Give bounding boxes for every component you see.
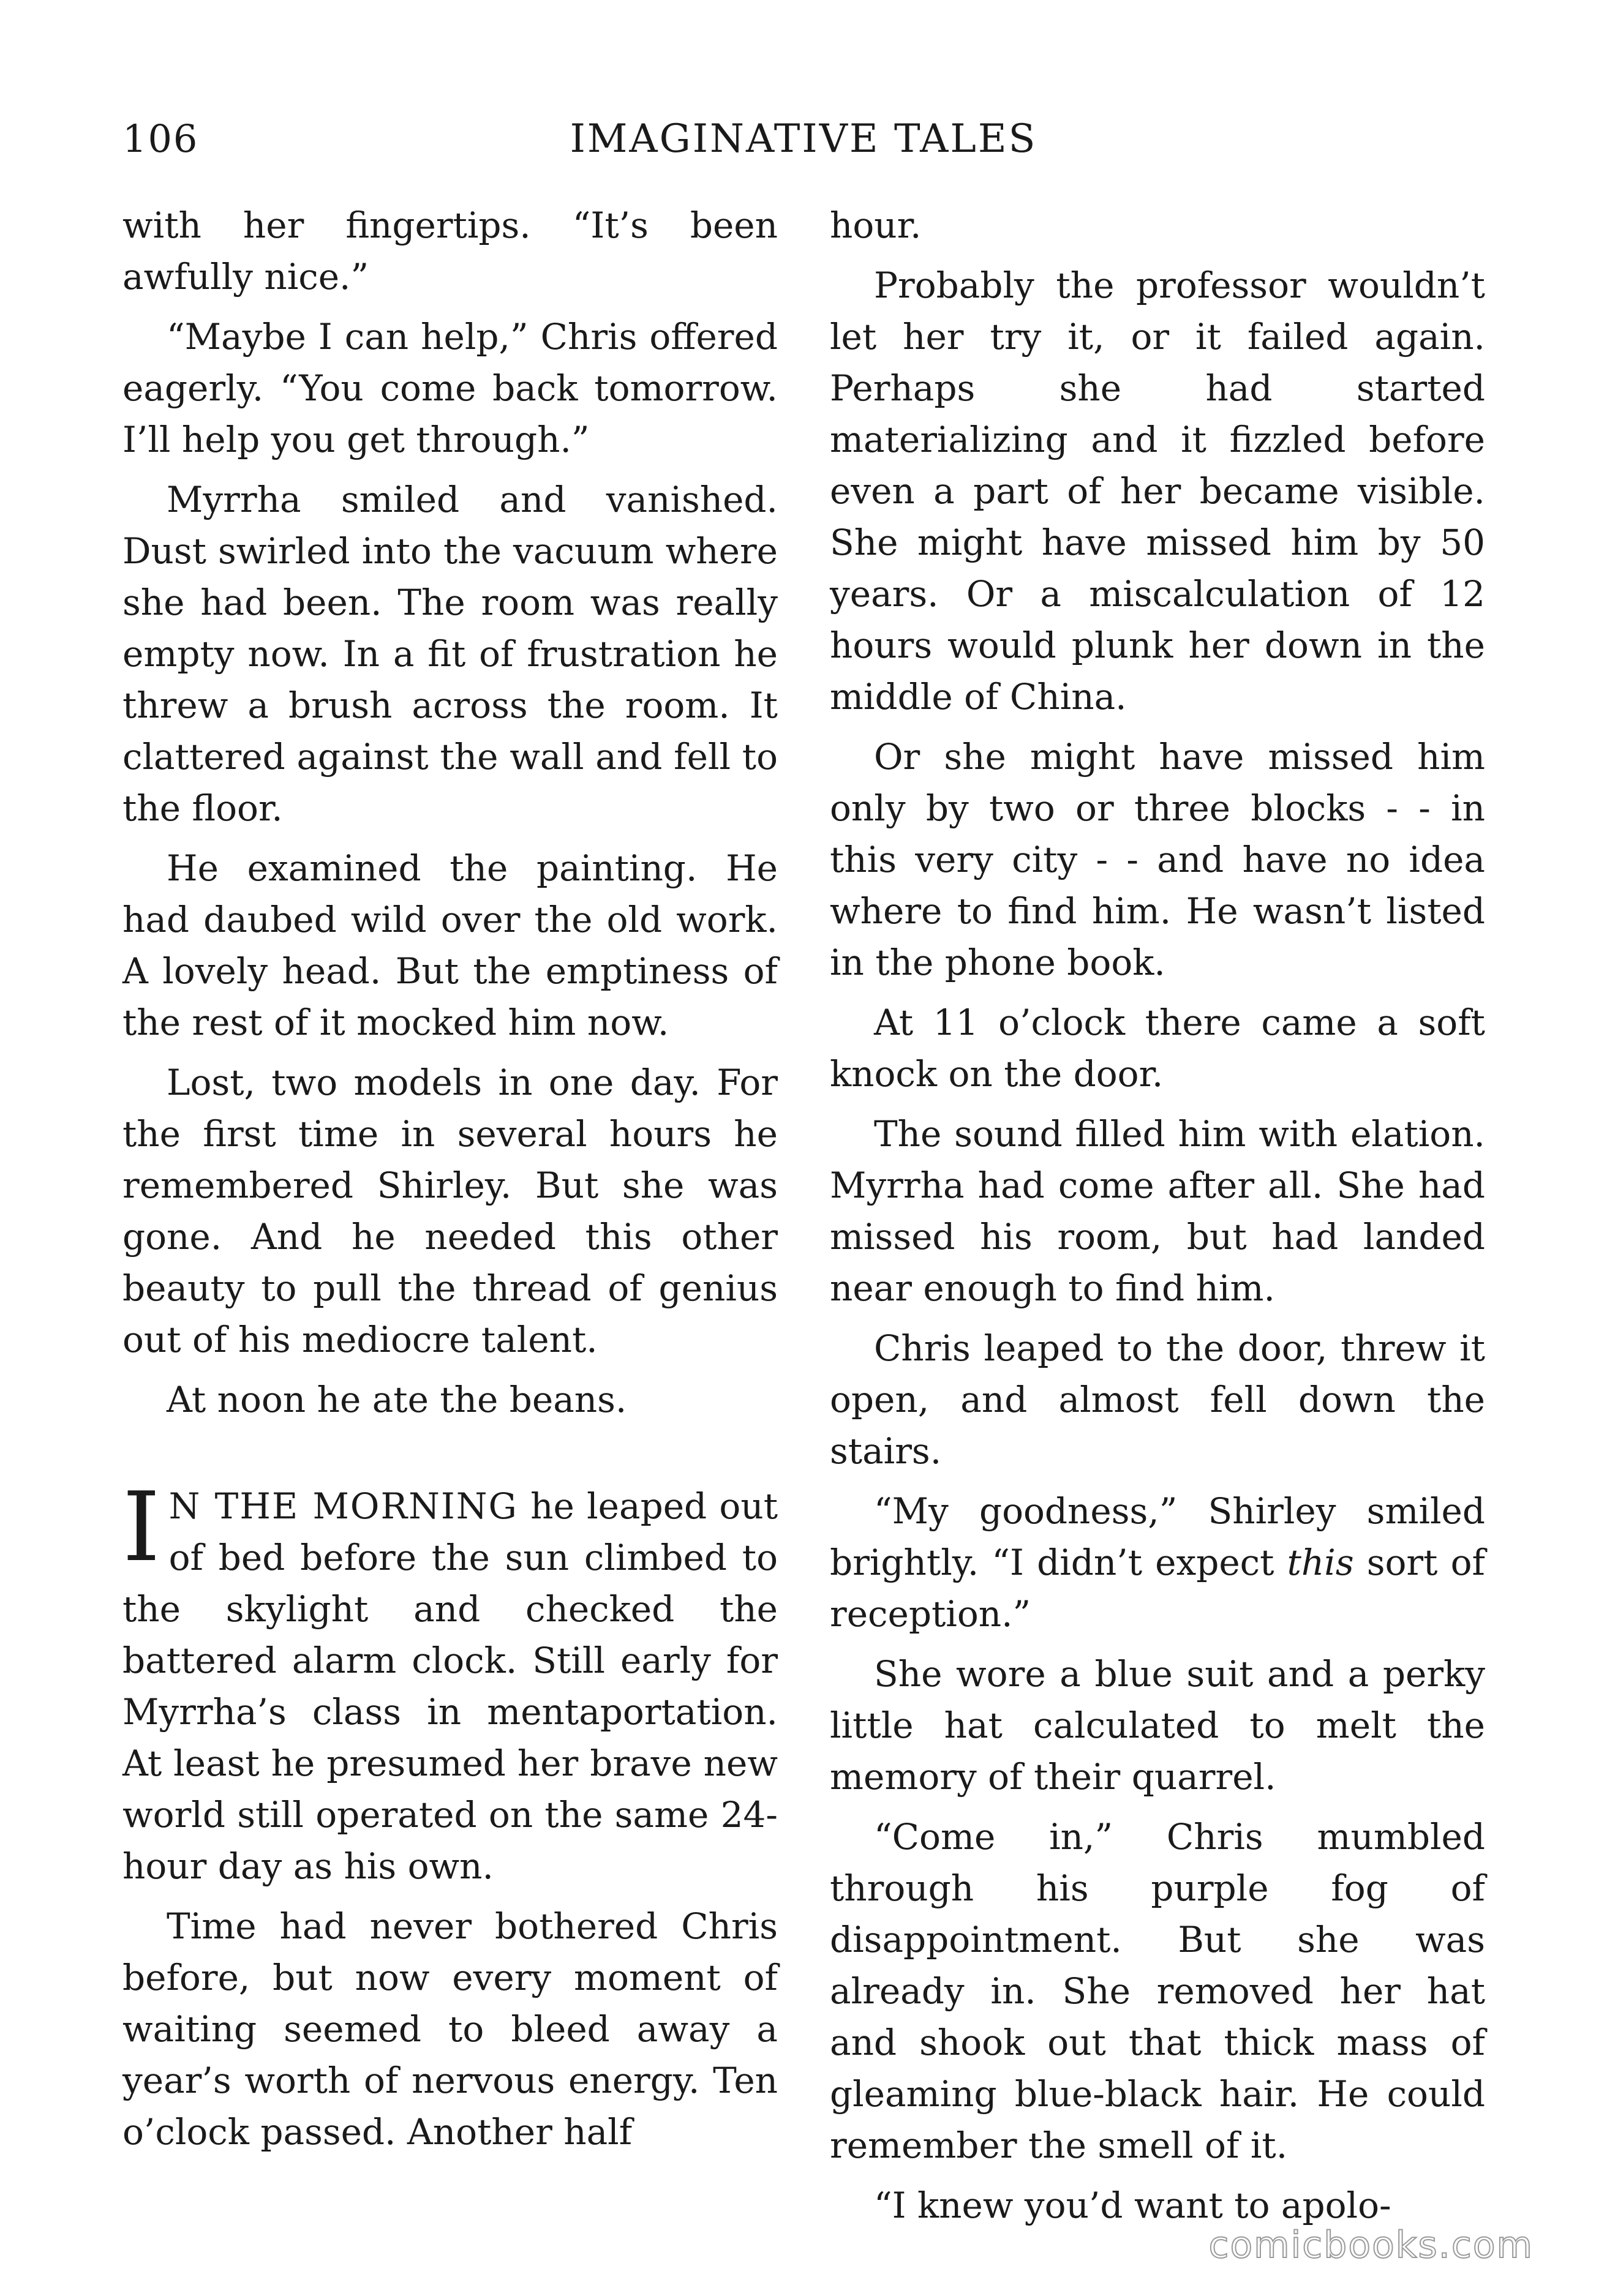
left-column <box>122 200 778 2166</box>
header-title: IMAGINATIVE TALES <box>570 116 1037 162</box>
paragraph: Myrrha smiled and vanished. Dust swirled into the vacuum where she had been. The room was really empty now. In a fit of frustration he threw a brush across the room. It clattered against the wall and fell to the floor. <box>122 479 778 829</box>
paragraph: At 11 o’clock there came a soft knock on the door. <box>830 1002 1485 1095</box>
paragraph: “Come in,” Chris mumbled through his purple fog of disappointment. But she was already in. She removed her hat and shook out that thick mass of gleaming blue-black hair. He could remember the smell of it. <box>830 1816 1485 2166</box>
right-column <box>830 200 1485 2240</box>
paragraph: Lost, two models in one day. For the first time in several hours he remembered Shirley. But she was gone. And he needed this other beauty to pull the thread of genius out of his mediocre talent. <box>122 1062 778 1360</box>
paragraph: Or she might have missed him only by two or three blocks - - in this very city - - and have no idea where to find him. He wasn’t listed in the phone book. <box>830 736 1485 983</box>
page-number: 106 <box>122 116 199 161</box>
lead-in: N THE MORNING <box>168 1485 518 1527</box>
paragraph: At noon he ate the beans. <box>167 1379 627 1420</box>
watermark: comicbooks.com <box>1208 2224 1534 2267</box>
drop-cap: I <box>122 1471 160 1583</box>
section-start-paragraph <box>122 1471 778 1892</box>
dialogue-paragraph <box>830 1485 1485 1640</box>
emphasis: this <box>1287 1542 1354 1583</box>
paragraph: Time had never bothered Chris before, but now every moment of waiting seemed to bleed away a year’s worth of nervous energy. Ten o’clock passed. Another half <box>122 1905 778 2153</box>
quote-before: “My goodness,” Shirley smiled brightly. “I didn’t expect <box>830 1490 1485 1583</box>
quote-after: sort of reception.” <box>830 1542 1486 1635</box>
paragraph: Probably the professor wouldn’t let her try it, or it failed again. Perhaps she had started materializing and it fizzled before even a part of her became visible. She might have missed him by 50 years. Or a miscalculation of 12 hours would plunk her down in the middle of China. <box>830 264 1485 718</box>
paragraph: She wore a blue suit and a perky little hat calculated to melt the memory of their quarrel. <box>830 1653 1485 1798</box>
paragraph: hour. <box>830 204 922 246</box>
paragraph: with her fingertips. “It’s been awfully nice.” <box>122 204 778 298</box>
paragraph: Chris leaped to the door, threw it open, and almost fell down the stairs. <box>830 1327 1485 1472</box>
paragraph: He examined the painting. He had daubed wild over the old work. A lovely head. But the emptiness of the rest of it mocked him now. <box>122 847 778 1043</box>
running-head <box>122 116 1485 171</box>
section-text: he leaped out of bed before the sun climbed to the skylight and checked the battered alarm clock. Still early for Myrrha’s class in mentaportation. At least he presumed her brave new world still operated on the same 24-hour day as his own. <box>122 1485 778 1887</box>
paragraph: “I knew you’d want to apolo- <box>874 2185 1391 2226</box>
paragraph: The sound filled him with elation. Myrrha had come after all. She had missed his room, but had landed near enough to find him. <box>830 1113 1485 1309</box>
paragraph: “Maybe I can help,” Chris offered eagerly. “You come back tomorrow. I’ll help you get through.” <box>122 316 778 460</box>
